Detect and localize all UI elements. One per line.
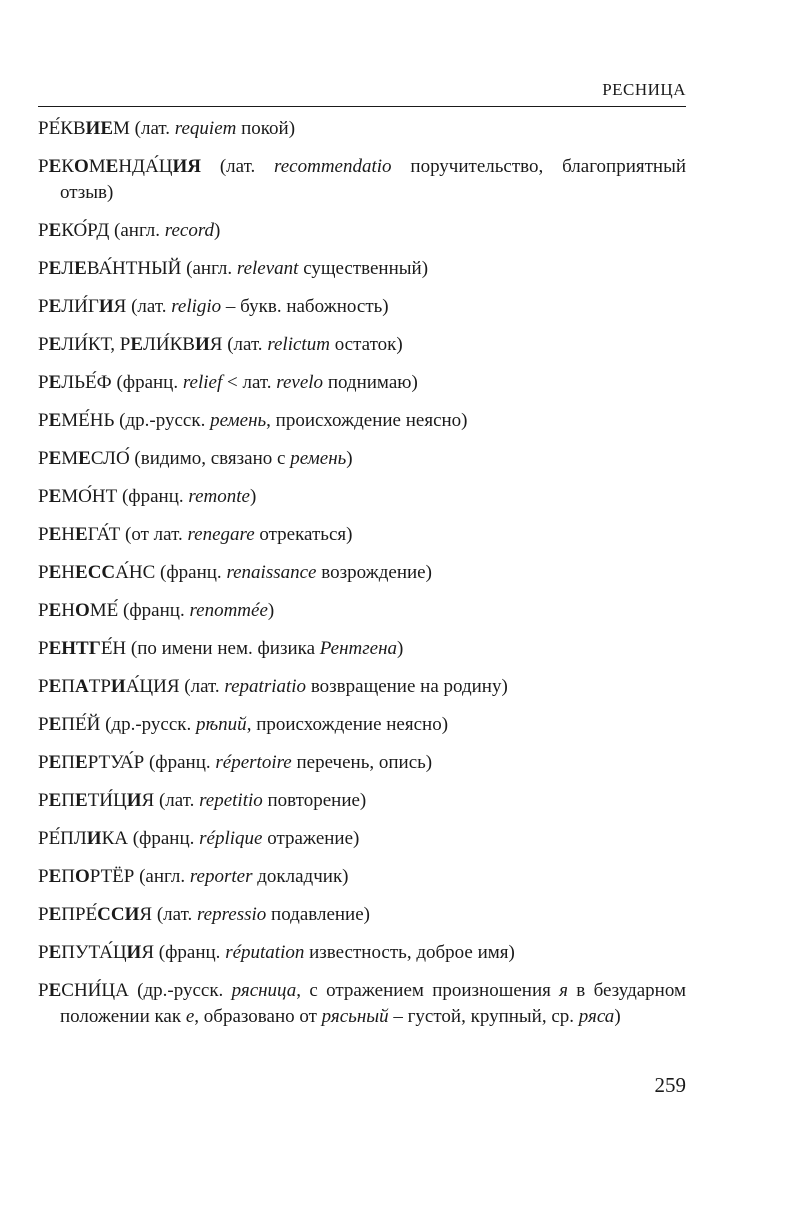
headword-segment: КА [101,828,128,849]
headword-segment: Е [75,524,88,545]
dictionary-entry [38,560,686,586]
headword-segment: Е [48,562,62,583]
headword-segment: Р [38,790,49,811]
etymology-text: подавление) [266,904,370,925]
headword-segment: Е [48,714,62,735]
headword-segment: РЕ́ПЛ [38,828,87,849]
etymon-word: я [559,980,568,1001]
headword-segment: Е [75,752,88,773]
headword-segment: О [75,866,90,887]
etymology-text: поручительство, благоприятный отзыв) [60,156,687,203]
headword-segment: КВ [60,118,86,139]
headword-segment: Е [48,866,62,887]
headword-segment: А [75,676,89,697]
headword-segment: ГА́Т [87,524,121,545]
headword-segment: Е [48,638,62,659]
headword-segment: Р [38,714,49,735]
headword-segment: ЛИ́КТ, Р [61,334,131,355]
headword-segment: НДА́Ц [118,156,173,177]
etymology-text: поднимаю) [323,372,418,393]
dictionary-entry [38,522,686,548]
dictionary-entry [38,408,686,434]
dictionary-entry [38,294,686,320]
etymon-word: remonte [188,486,250,507]
etymology-text: (др.-русск. [114,410,211,431]
etymon-word: reporter [189,866,253,887]
headword-segment: Л [61,258,75,279]
etymon-word: repressio [196,904,267,925]
etymon-word: relief [182,372,223,393]
headword-segment: И [110,676,126,697]
headword-segment: Р [38,118,49,139]
headword-segment: Я [187,156,201,177]
dictionary-entry [38,446,686,472]
headword-segment: Е [48,752,62,773]
headword-segment: М [88,156,106,177]
dictionary-entry [38,902,686,928]
dictionary-entry [38,864,686,890]
etymology-text: (лат. [152,904,197,925]
headword-segment: И [172,156,188,177]
etymology-text: (лат. [126,296,172,317]
headword-segment: Е [48,600,62,621]
etymology-text: , образовано от [194,1006,322,1027]
etymology-text: (лат. [179,676,225,697]
dictionary-entry [38,218,686,244]
etymology-text: ) [397,638,404,659]
headword-segment: Е [48,410,62,431]
headword-segment: Е [48,258,62,279]
etymology-text: (англ. [181,258,237,279]
etymon-word: renommée [189,600,268,621]
etymon-word: рясница [231,980,297,1001]
headword-segment: ПРЕ́ [61,904,98,925]
etymology-text: отрекаться) [254,524,353,545]
headword-segment: Е [48,220,62,241]
headword-segment: Н [61,600,75,621]
headword-segment: И [126,942,142,963]
etymon-word: ряса [578,1006,615,1027]
running-head: РЕСНИЦА [602,80,686,99]
etymology-text: докладчик) [252,866,349,887]
entry-headword [38,334,222,355]
etymology-text: (лат. [129,118,175,139]
dictionary-entry [38,826,686,852]
etymon-word: renegare [187,524,255,545]
etymology-text: (от лат. [120,524,188,545]
headword-segment: Е [48,156,62,177]
headword-segment: Е [75,790,88,811]
headword-segment: П [61,676,75,697]
headword-segment: М [113,118,130,139]
dictionary-entry [38,978,686,1030]
headword-segment: Р [38,942,49,963]
dictionary-entry [38,636,686,662]
headword-segment: А́НС [115,562,156,583]
headword-segment: Е [75,562,88,583]
etymology-text: ) [267,600,275,621]
headword-segment: СС [97,904,125,925]
etymology-text: (видимо, связано с [129,448,291,469]
etymology-text: (франц. [154,942,226,963]
entry-headword [38,220,109,241]
etymology-text: (франц. [117,486,189,507]
headword-segment: Н [61,562,75,583]
entry-headword [38,942,154,963]
etymology-text: (франц. [127,828,200,849]
headword-segment: Р [38,448,49,469]
page-number: 259 [654,1073,686,1097]
headword-segment: ТР [88,676,111,697]
headword-segment: Р [38,980,49,1001]
etymology-text: – густой, крупный, ср. [388,1006,579,1027]
headword-segment: Р [38,372,49,393]
headword-segment: Я [139,904,153,925]
etymon-word: ремень [210,410,267,431]
headword-segment: Р [38,562,49,583]
dictionary-entry [38,750,686,776]
etymology-text: (франц. [155,562,227,583]
headword-segment: Р [38,334,49,355]
dictionary-entry [38,712,686,738]
etymology-text: (франц. [144,752,216,773]
headword-segment: Р [38,600,49,621]
entry-headword [38,486,117,507]
etymon-word: réplique [199,828,263,849]
etymology-text: (лат. [154,790,200,811]
etymology-text: ) [214,220,221,241]
etymology-text: возвращение на родину) [306,676,508,697]
headword-segment: Е [48,372,62,393]
headword-segment: Е [74,258,87,279]
dictionary-entry [38,674,686,700]
headword-segment: Е [48,904,62,925]
etymon-word: рѣпий [196,714,247,735]
headword-segment: КО́РД [61,220,110,241]
headword-segment: МО́НТ [61,486,118,507]
headword-segment: Е [48,980,62,1001]
headword-segment: Я [141,790,155,811]
headword-segment: И [85,118,101,139]
dictionary-entry [38,484,686,510]
etymon-word: relictum [267,334,330,355]
headword-segment: Е [48,524,62,545]
headword-segment: Р [38,524,49,545]
etymon-word: relevant [236,258,299,279]
headword-segment: И [98,296,114,317]
dictionary-entry [38,154,686,206]
headword-segment: Р [38,676,49,697]
entry-headword [38,866,134,887]
headword-segment: Е́Н [100,638,127,659]
etymology-text: , происхождение неясно) [266,410,468,431]
dictionary-entry [38,598,686,624]
entry-headword [38,600,118,621]
etymon-word: répertoire [215,752,292,773]
etymon-word: religio [171,296,222,317]
etymon-word: renaissance [226,562,317,583]
headword-segment: Р [38,486,49,507]
headword-segment: И [194,334,210,355]
etymology-text: ) [249,486,257,507]
etymology-text: в безударном положении как [60,980,686,1027]
dictionary-entry [38,940,686,966]
etymology-text: (по имени нем. физика [126,638,320,659]
headword-segment: ТИ́Ц [87,790,127,811]
headword-segment: К [61,156,74,177]
etymology-text: остаток) [329,334,403,355]
entry-headword [38,980,129,1001]
entry-headword [38,828,128,849]
headword-segment: Н [61,524,75,545]
headword-segment: МЕ́ [89,600,119,621]
etymology-text: (лат. [222,334,268,355]
headword-segment: Р [38,258,49,279]
etymon-word: recommendatio [274,156,392,177]
entry-headword [38,524,120,545]
etymology-text: ) [614,1006,621,1027]
etymology-text: (лат. [200,156,275,177]
etymology-text: известность, доброе имя) [304,942,515,963]
headword-segment: Е [48,448,62,469]
header-rule [38,106,686,107]
headword-segment: Я [141,942,155,963]
entry-headword [38,790,154,811]
headword-segment: И [86,828,102,849]
dictionary-entry [38,332,686,358]
headword-segment: ЛИ́Г [61,296,99,317]
etymology-text: (др.-русск. [100,714,196,735]
headword-segment: Я [113,296,127,317]
headword-segment: П [61,752,75,773]
headword-segment: Е [78,448,91,469]
dictionary-entry [38,370,686,396]
headword-segment: Е́ [48,118,61,139]
headword-segment: П [61,866,75,887]
etymology-text: перечень, опись) [291,752,433,773]
headword-segment: Е [130,334,144,355]
dictionary-entry [38,788,686,814]
etymology-text: (англ. [134,866,190,887]
headword-segment: Р [38,296,49,317]
headword-segment: М [61,448,79,469]
headword-segment: СЛО́ [90,448,130,469]
headword-segment: Я [209,334,223,355]
etymology-text: покой) [236,118,296,139]
headword-segment: Е [48,486,62,507]
headword-segment: НТГ [61,638,101,659]
etymology-text: возрождение) [316,562,432,583]
etymology-text: отражение) [262,828,360,849]
etymon-word: record [164,220,215,241]
etymology-text: существенный) [298,258,429,279]
etymology-text: (франц. [118,600,190,621]
entry-headword [38,118,130,139]
etymon-word: repetitio [199,790,263,811]
headword-segment: ПЕ́Й [61,714,101,735]
headword-segment: Р [38,220,49,241]
etymology-text: (франц. [111,372,183,393]
headword-segment: И [124,904,140,925]
etymology-text: (англ. [109,220,165,241]
headword-segment: ЛИ́КВ [143,334,195,355]
headword-segment: СС [87,562,116,583]
dictionary-entry [38,256,686,282]
etymon-word: repatriatio [224,676,307,697]
headword-segment: Е [48,676,62,697]
etymology-text: < лат. [222,372,277,393]
etymon-word: réputation [225,942,305,963]
entry-headword [38,714,100,735]
etymology-text: повторение) [262,790,367,811]
dictionary-entries [38,116,686,1042]
headword-segment: Е [105,156,119,177]
entry-headword [38,752,144,773]
entry-headword [38,410,114,431]
headword-segment: РТУА́Р [87,752,145,773]
headword-segment: СНИ́ЦА [61,980,129,1001]
headword-segment: Р [38,156,49,177]
etymon-word: е [185,1006,195,1027]
etymon-word: Рентгена [319,638,398,659]
entry-headword [38,296,126,317]
etymon-word: requiem [174,118,237,139]
headword-segment: Е [100,118,114,139]
headword-segment: ЛЬЕ́Ф [61,372,112,393]
headword-segment: Р [38,638,49,659]
headword-segment: А́ЦИЯ [125,676,180,697]
etymology-text: , происхождение неясно) [246,714,449,735]
headword-segment: РТЁР [89,866,135,887]
headword-segment: Е [48,790,62,811]
etymon-word: рясьный [321,1006,389,1027]
entry-headword [38,904,152,925]
headword-segment: ВА́НТНЫЙ [86,258,182,279]
etymology-text: , с отражением произношения [296,980,560,1001]
headword-segment: МЕ́НЬ [61,410,115,431]
etymon-word: ремень [290,448,347,469]
entry-headword [38,156,201,177]
headword-segment: О [75,600,90,621]
headword-segment: Р [38,752,49,773]
entry-headword [38,562,155,583]
entry-headword [38,372,112,393]
headword-segment: Е [48,334,62,355]
etymology-text: – букв. набожность) [221,296,389,317]
headword-segment: Е [48,296,62,317]
entry-headword [38,676,180,697]
headword-segment: Р [38,866,49,887]
headword-segment: П [61,790,75,811]
headword-segment: Р [38,410,49,431]
etymology-text: (др.-русск. [128,980,232,1001]
entry-headword [38,448,130,469]
dictionary-entry [38,116,686,142]
entry-headword [38,638,126,659]
headword-segment: Е [48,942,62,963]
headword-segment: И [126,790,142,811]
entry-headword [38,258,181,279]
headword-segment: О [73,156,89,177]
etymon-word: revelo [276,372,324,393]
etymology-text: ) [346,448,353,469]
headword-segment: ПУТА́Ц [61,942,127,963]
headword-segment: Р [38,904,49,925]
